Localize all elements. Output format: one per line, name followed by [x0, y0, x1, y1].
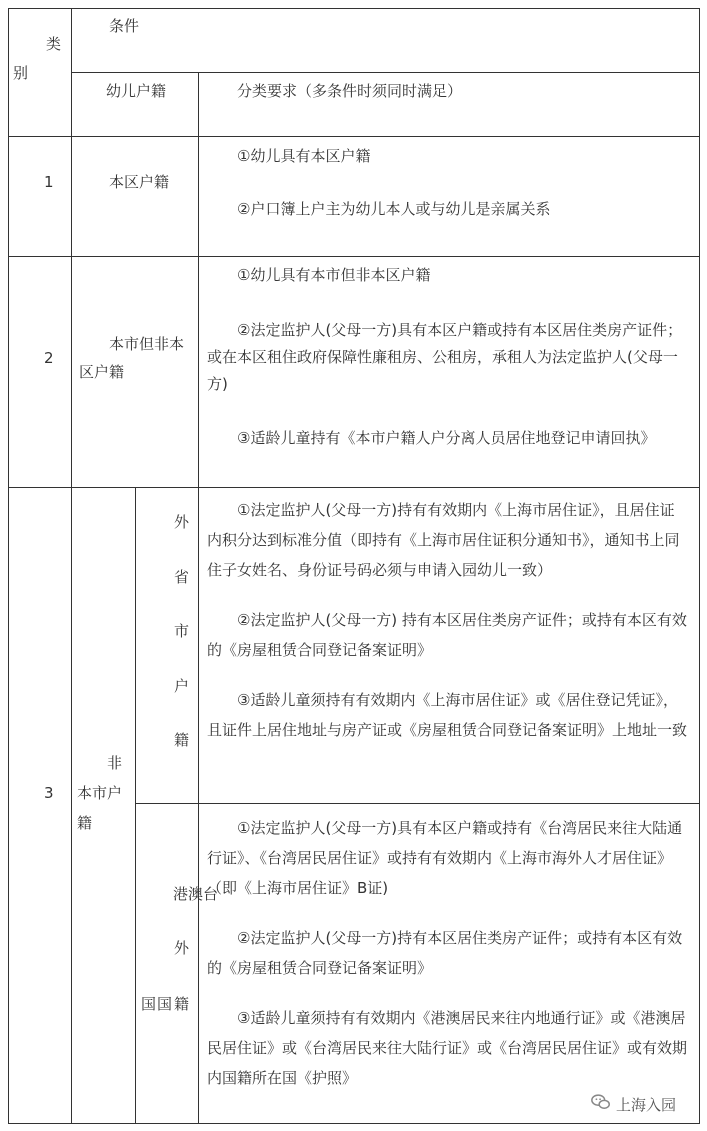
row-number: 3 [44, 784, 54, 802]
watermark [590, 1091, 676, 1117]
subgroup-name-char: 省 [174, 568, 190, 586]
table-border-bottom [8, 1123, 700, 1124]
table-border-left [8, 8, 9, 1124]
hukou-type: 本区户籍 [109, 173, 170, 191]
table-border-top [8, 8, 700, 9]
requirement-item: ②法定监护人(父母一方)具有本区户籍或持有本区居住类房产证件；或在本区租住政府保障性廉租房、公租房，承租人为法定监护人(父母一方) [207, 321, 683, 393]
requirement-item: ②法定监护人(父母一方)持有本区居住类房产证件；或持有本区有效的《房屋租赁合同登记备案证明》 [207, 929, 683, 977]
subgroup-name-char: 市 [174, 622, 190, 640]
hukou-type: 本市但非本区户籍 [79, 335, 185, 381]
column-divider [135, 487, 136, 1124]
row-divider [8, 487, 700, 488]
row-number: 1 [44, 173, 54, 191]
subgroup-name-char: 户 [174, 677, 190, 695]
requirement-item: ②法定监护人(父母一方) 持有本区居住类房产证件；或持有本区有效的《房屋租赁合同登记备案证明》 [207, 611, 687, 659]
subgroup-name-char: 国 [157, 995, 173, 1013]
condition-header: 条件 [109, 17, 140, 35]
category-header-char: 类 [46, 35, 62, 53]
requirement-item: ②户口簿上户主为幼儿本人或与幼儿是亲属关系 [237, 200, 551, 218]
row-divider [8, 256, 700, 257]
row-divider [8, 136, 700, 137]
requirement-item: ③适龄儿童须持有有效期内《上海市居住证》或《居住登记凭证》，且证件上居住地址与房产证或《房屋租赁合同登记备案证明》上地址一致 [207, 691, 688, 739]
hukou-header: 幼儿户籍 [106, 82, 167, 100]
requirement-header: 分类要求（多条件时须同时满足） [237, 82, 463, 100]
subgroup-name: 港澳台 [173, 885, 219, 903]
requirement-item: ①法定监护人(父母一方)具有本区户籍或持有《台湾居民来往大陆通行证》、《台湾居民居住证》或持有有效期内《上海市海外人才居住证》（即《上海市居住证》B证) [207, 819, 683, 897]
column-divider [198, 72, 199, 1124]
header-divider [72, 72, 700, 73]
subgroup-name-char: 籍 [174, 731, 190, 749]
requirement-item: ①法定监护人(父母一方)持有有效期内《上海市居住证》，且居住证内积分达到标准分值（即持有《上海市居住证积分通知书》，通知书上同住子女姓名、身份证号码必须与申请入园幼儿一致） [207, 501, 680, 579]
watermark-text: 上海入园 [616, 1095, 677, 1114]
row-number: 2 [44, 349, 54, 367]
wechat-icon [590, 1091, 612, 1117]
subgroup-name-char: 外 [174, 513, 190, 531]
category-header-char: 别 [13, 64, 29, 82]
requirement-item: ③适龄儿童持有《本市户籍人户分离人员居住地登记申请回执》 [237, 429, 656, 447]
requirement-item: ③适龄儿童须持有有效期内《港澳居民来往内地通行证》或《港澳居民居住证》或《台湾居民来往大陆行证》或《台湾居民居住证》或有效期内国籍所在国《护照》 [207, 1009, 688, 1087]
subgroup-name-char: 外 [174, 939, 190, 957]
table-border-right [699, 8, 700, 1124]
subgroup-divider [135, 803, 700, 804]
column-divider [71, 8, 72, 1124]
hukou-type: 非本市户籍 [77, 754, 123, 832]
subgroup-name-char: 籍 [174, 995, 190, 1013]
requirement-item: ①幼儿具有本区户籍 [237, 147, 371, 165]
requirement-item: ①幼儿具有本市但非本区户籍 [237, 266, 431, 284]
subgroup-name-char: 国 [141, 995, 157, 1013]
